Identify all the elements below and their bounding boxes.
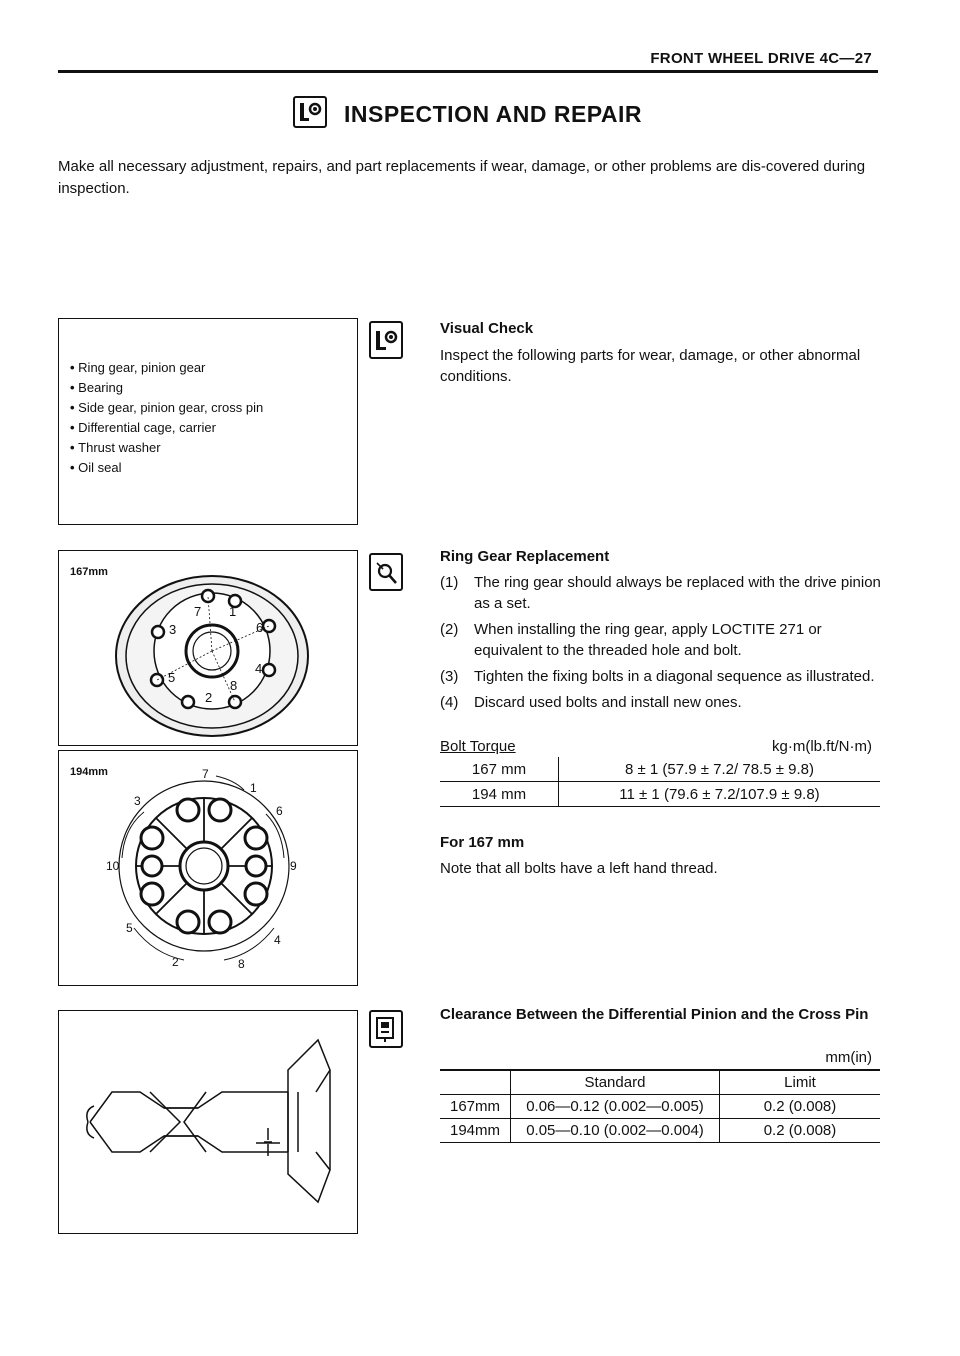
- bolt-number: 1: [250, 781, 257, 795]
- clearance-table: [440, 1071, 880, 1143]
- bolt-number: 1: [229, 604, 237, 619]
- table-cell: 0.05—0.10 (0.002—0.004): [511, 1119, 720, 1143]
- table-row: [440, 782, 880, 807]
- table-cell: 11 ± 1 (79.6 ± 7.2/107.9 ± 9.8): [559, 782, 881, 807]
- torque-table: [440, 757, 880, 807]
- step-text: The ring gear should always be replaced with the drive pinion as a set.: [474, 574, 881, 612]
- step-text: When installing the ring gear, apply LOCTITE 271 or equivalent to the threaded hole and bolt.: [474, 621, 822, 659]
- list-item: [440, 666, 885, 687]
- bolt-number: 10: [106, 859, 120, 873]
- column-header: Standard: [511, 1071, 720, 1095]
- bolt-number: 8: [238, 957, 245, 971]
- list-item: • Side gear, pinion gear, cross pin: [70, 398, 263, 418]
- list-item: • Ring gear, pinion gear: [70, 358, 263, 378]
- table-cell: 0.06—0.12 (0.002—0.005): [511, 1095, 720, 1119]
- bolt-number: 2: [205, 690, 213, 705]
- table-cell: 0.2 (0.008): [720, 1095, 881, 1119]
- replace-icon: [369, 553, 403, 591]
- note-text: Note that all bolts have a left hand thread.: [440, 860, 718, 877]
- step-number: (2): [440, 621, 459, 638]
- table-cell: 8 ± 1 (57.9 ± 7.2/ 78.5 ± 9.8): [559, 757, 881, 782]
- bolt-number: 4: [255, 661, 263, 676]
- cross-pin-diagram: [80, 1030, 340, 1210]
- step-text: Tighten the fixing bolts in a diagonal sequence as illustrated.: [474, 668, 875, 685]
- torque-unit: kg·m(lb.ft/N·m): [772, 738, 872, 755]
- table-cell: 194mm: [440, 1119, 511, 1143]
- clearance-unit: mm(in): [825, 1049, 872, 1066]
- bolt-number: 5: [126, 921, 133, 935]
- list-item: • Oil seal: [70, 458, 263, 478]
- page-title: INSPECTION AND REPAIR: [344, 101, 643, 127]
- bolt-number: 6: [276, 804, 283, 818]
- figure-194mm-label: 194mm: [70, 766, 108, 778]
- bolt-number: 7: [202, 767, 209, 781]
- bolt-number: 4: [274, 933, 281, 947]
- header-page-number: 4C—27: [819, 50, 872, 67]
- list-item: [440, 692, 885, 713]
- bolt-number: 2: [172, 955, 179, 969]
- list-item: • Bearing: [70, 378, 263, 398]
- table-row: [440, 1119, 880, 1143]
- list-item: • Thrust washer: [70, 438, 263, 458]
- ring-gear-194mm-diagram: [104, 758, 314, 980]
- step-number: (1): [440, 574, 459, 591]
- clearance-title: Clearance Between the Differential Pinion and the Cross Pin: [440, 1006, 869, 1023]
- ring-gear-steps: [440, 572, 885, 718]
- visual-check-title: Visual Check: [440, 320, 534, 337]
- step-number: (4): [440, 694, 459, 711]
- table-cell: 0.2 (0.008): [720, 1119, 881, 1143]
- step-text: Discard used bolts and install new ones.: [474, 694, 742, 711]
- bolt-number: 7: [194, 604, 202, 619]
- bolt-number: 3: [134, 794, 141, 808]
- table-row: [440, 1095, 880, 1119]
- visual-check-body: Inspect the following parts for wear, damage, or other abnormal conditions.: [440, 347, 861, 385]
- bolt-number: 6: [256, 620, 264, 635]
- inspect-icon: [293, 96, 327, 128]
- bolt-number: 3: [169, 622, 177, 637]
- column-header: [440, 1071, 511, 1095]
- table-cell: 194 mm: [440, 782, 559, 807]
- bolt-number: 9: [290, 859, 297, 873]
- header-section: FRONT WHEEL DRIVE: [650, 50, 816, 67]
- note-title: For 167 mm: [440, 834, 525, 851]
- intro-text: Make all necessary adjustment, repairs, and part replacements if wear, damage, or other problems are dis-covered during inspection.: [58, 158, 866, 197]
- header-rule: [58, 70, 878, 73]
- page-header: [650, 50, 872, 67]
- list-item: • Differential cage, carrier: [70, 418, 263, 438]
- table-header-row: [440, 1071, 880, 1095]
- inspect-icon: [369, 321, 403, 359]
- list-item: [440, 619, 885, 661]
- table-row: [440, 757, 880, 782]
- step-number: (3): [440, 668, 459, 685]
- ring-gear-title: Ring Gear Replacement: [440, 548, 610, 565]
- ring-gear-167mm-diagram: [112, 556, 312, 742]
- list-item: [440, 572, 885, 614]
- figure-167mm-label: 167mm: [70, 566, 108, 578]
- torque-label: Bolt Torque: [440, 738, 516, 755]
- table-cell: 167 mm: [440, 757, 559, 782]
- visual-check-list: [70, 358, 263, 478]
- table-cell: 167mm: [440, 1095, 511, 1119]
- bolt-number: 5: [168, 670, 176, 685]
- column-header: Limit: [720, 1071, 881, 1095]
- bolt-number: 8: [230, 678, 238, 693]
- measure-icon: [369, 1010, 403, 1048]
